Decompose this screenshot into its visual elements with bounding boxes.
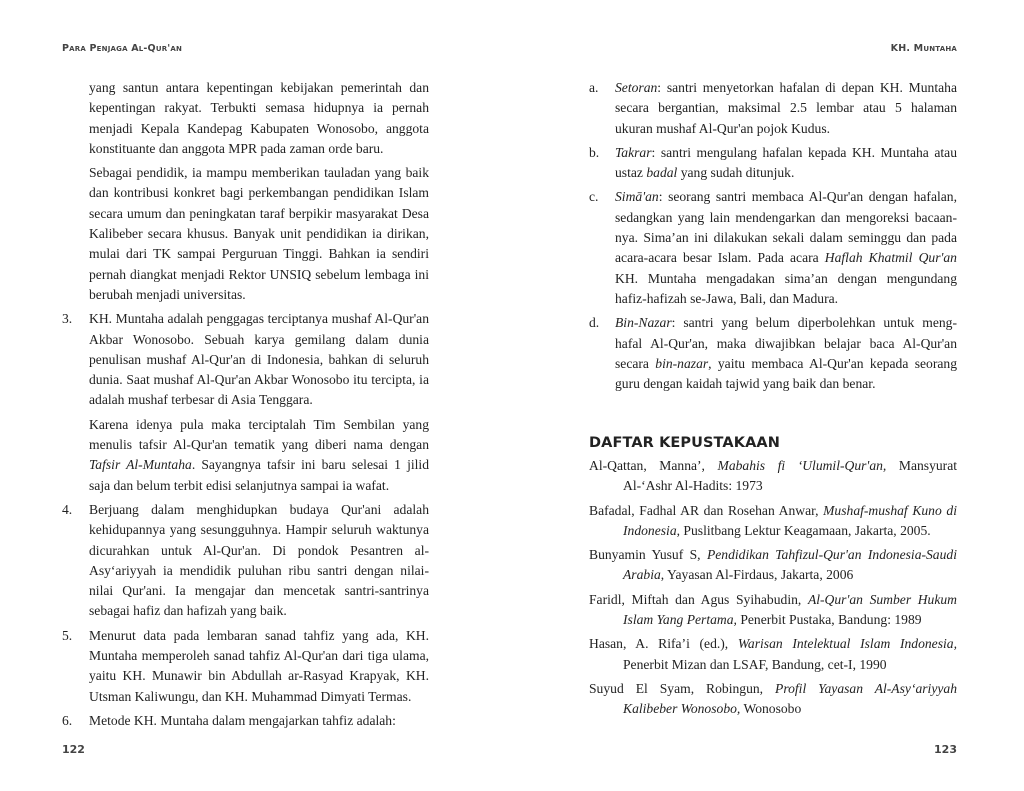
list-item-5 xyxy=(62,626,429,707)
bibliography-entry: Al-Qattan, Manna’, Mabahis fi ‘Ulumil-Qur'an, Mansyurat Al-‘Ashr Al-Hadits: 1973 xyxy=(589,458,957,494)
method-item-setoran xyxy=(589,78,957,139)
work-title: Mushaf-mushaf Kuno di Indonesia xyxy=(623,502,957,538)
list-marker: 4. xyxy=(62,501,73,517)
list-item-3 xyxy=(62,309,429,496)
method-item-bin-nazar xyxy=(589,313,957,394)
method-text: Simā'an: seorang santri membaca Al-Qur'an dengan hafalan, sedangkan yang lain mendengarkan dan mengoreksi bacaan-nya. Sima’an ini dilakukan sekali dalam seminggu dan pada acara-acara besar Islam. Pada acara Haflah Khatmil Qur'an KH. Muntaha mengadakan sima’an dengan mengundang hafiz-hafizah se-Jawa, Bali, dan Madura. xyxy=(615,189,957,306)
method-text: Bin-Nazar: santri yang belum diperbolehkan untuk meng-hafal Al-Qur'an, maka diwajibkan belajar baca Al-Qur'an secara bin-nazar, yaitu membaca Al-Qur'an kepada seorang guru dengan kaidah tajwid yang baik dan benar. xyxy=(615,315,957,392)
method-text: Takrar: santri mengulang hafalan kepada KH. Muntaha atau ustaz badal yang sudah ditunjuk. xyxy=(615,144,957,181)
list-marker: c. xyxy=(589,189,599,205)
list-item-text: Menurut data pada lembaran sanad tahfiz yang ada, KH. Muntaha memperoleh sanad tahfiz Al-Qur'an dari tiga ulama, yaitu KH. Munawir bin Abdullah ar-Rasyad Krapyak, KH. Utsman Kaliwungu, dan KH. Muhammad Dimyati Termas. xyxy=(89,627,429,704)
list-item-text: Metode KH. Muntaha dalam mengajarkan tahfiz adalah: xyxy=(89,712,396,728)
bibliography-entry: Suyud El Syam, Robingun, Profil Yayasan Al-Asy‘ariyyah Kalibeber Wonosobo, Wonosobo xyxy=(589,680,957,717)
work-title: Profil Yayasan Al-Asy‘ariyyah Kalibeber Wonosobo, xyxy=(623,680,957,717)
method-text: Setoran: santri menyetorkan hafalan di depan KH. Muntaha secara bergantian, maksimal 2.5 lembar atau 5 halaman ukuran mushaf Al-Qur'an pojok Kudus. xyxy=(615,80,957,136)
bibliography-entry: Faridl, Miftah dan Agus Syihabudin, Al-Qur'an Sumber Hukum Islam Yang Pertama, Penerbit Pustaka, Bandung: 1989 xyxy=(589,591,958,628)
list-marker: 3. xyxy=(62,311,73,327)
list-marker: a. xyxy=(589,80,599,95)
italic-title: Tafsir Al-Muntaha xyxy=(89,457,192,473)
list-item-subparagraph: Karena idenya pula maka terciptalah Tim Sembilan yang menulis tafsir Al-Qur'an tematik yang diberi nama dengan Tafsir Al-Muntaha. Sayangnya tafsir ini baru selesai 1 jilid saja dan belum terbit edisi selanjutnya sampai ia wafat. xyxy=(89,416,429,493)
method-item-takrar xyxy=(589,143,957,184)
method-term: Takrar xyxy=(615,144,652,160)
left-page-body xyxy=(62,78,429,735)
bibliography-entry: Bunyamin Yusuf S, Pendidikan Tahfizul-Qur'an Indonesia-Saudi Arabia, Yayasan Al-Firdaus, Jakarta, 2006 xyxy=(589,547,957,583)
method-item-simaan xyxy=(589,187,957,309)
work-title: Al-Qur'an Sumber Hukum Islam Yang Pertama, xyxy=(623,591,958,628)
paragraph: Sebagai pendidik, ia mampu memberikan tauladan yang baik dan kontribusi konkret bagi perkembangan pendidikan Islam secara umum dan peningkatan taraf berpikir masyarakat Desa Kalibeber secara khusus. Banyak unit pendidikan ia dirikan, mulai dari TK sampai Perguruan Tinggi. Bahkan ia sendiri pernah diangkat menjadi Rektor UNSIQ sebelum lembaga ini berubah menjadi universitas. xyxy=(89,165,429,302)
list-marker: 5. xyxy=(62,627,73,643)
list-marker: b. xyxy=(589,144,600,160)
bibliography-heading: DAFTAR KEPUSTAKAAN xyxy=(589,435,780,451)
list-marker: 6. xyxy=(62,712,73,728)
list-marker: d. xyxy=(589,315,600,331)
list-item-6 xyxy=(62,711,429,731)
running-head-chapter-title: KH. Muntaha xyxy=(890,43,957,54)
work-title: Pendidikan Tahfizul-Qur'an Indonesia-Saudi Arabia xyxy=(623,547,957,583)
method-term: Simā'an xyxy=(615,189,659,205)
page-number: 123 xyxy=(934,743,957,756)
bibliography-entry: Bafadal, Fadhal AR dan Rosehan Anwar, Mushaf-mushaf Kuno di Indonesia, Puslitbang Lektur Keagamaan, Jakarta, 2005. xyxy=(589,502,957,538)
method-term: Setoran xyxy=(615,80,658,95)
list-item-text: KH. Muntaha adalah penggagas terciptanya mushaf Al-Qur'an Akbar Wonosobo. Sebuah karya gemilang dalam dunia penulisan mushaf Al-Qur'an di Indonesia, bahkan di seluruh dunia. Saat mushaf Al-Qur'an Akbar Wonosobo itu tercipta, ia adalah mushaf terbesar di Asia Tenggara. xyxy=(89,311,429,408)
paragraph: yang santun antara kepentingan kebijakan pemerintah dan kepentingan rakyat. Terbukti semasa hidupnya ia pernah menjadi Kepala Kandepag Kabupaten Wonosobo, anggota konstituante dan anggota MPR pada zaman orde baru. xyxy=(89,80,429,156)
work-title: Mabahis fi ‘Ulumil-Qur'an, xyxy=(717,458,887,473)
page-number: 122 xyxy=(62,743,85,756)
running-head-book-title: Para Penjaga Al-Qur'an xyxy=(62,43,183,54)
work-title: Warisan Intelektual Islam Indonesia, xyxy=(737,636,957,652)
bibliography-entry: Hasan, A. Rifa’i (ed.), Warisan Intelektual Islam Indonesia, Penerbit Mizan dan LSAF, Bandung, cet-I, 1990 xyxy=(589,636,957,672)
right-page-body xyxy=(589,78,957,398)
list-item-4 xyxy=(62,500,429,622)
method-term: Bin-Nazar xyxy=(615,315,672,331)
list-item-text: Berjuang dalam menghidupkan budaya Qur'ani adalah kehidupannya yang sesungguhnya. Hampir seluruh waktunya dicurahkan untuk Al-Qur'an. Di pondok Pesantren al-Asy‘ariyyah ia mendidik puluhan ribu santri dengan nilai-nilai Qur'ani. Ia mengajar dan mencetak santri-santrinya sebagai hafiz dan hafizah yang baik. xyxy=(89,501,429,619)
bibliography-section xyxy=(589,435,957,724)
